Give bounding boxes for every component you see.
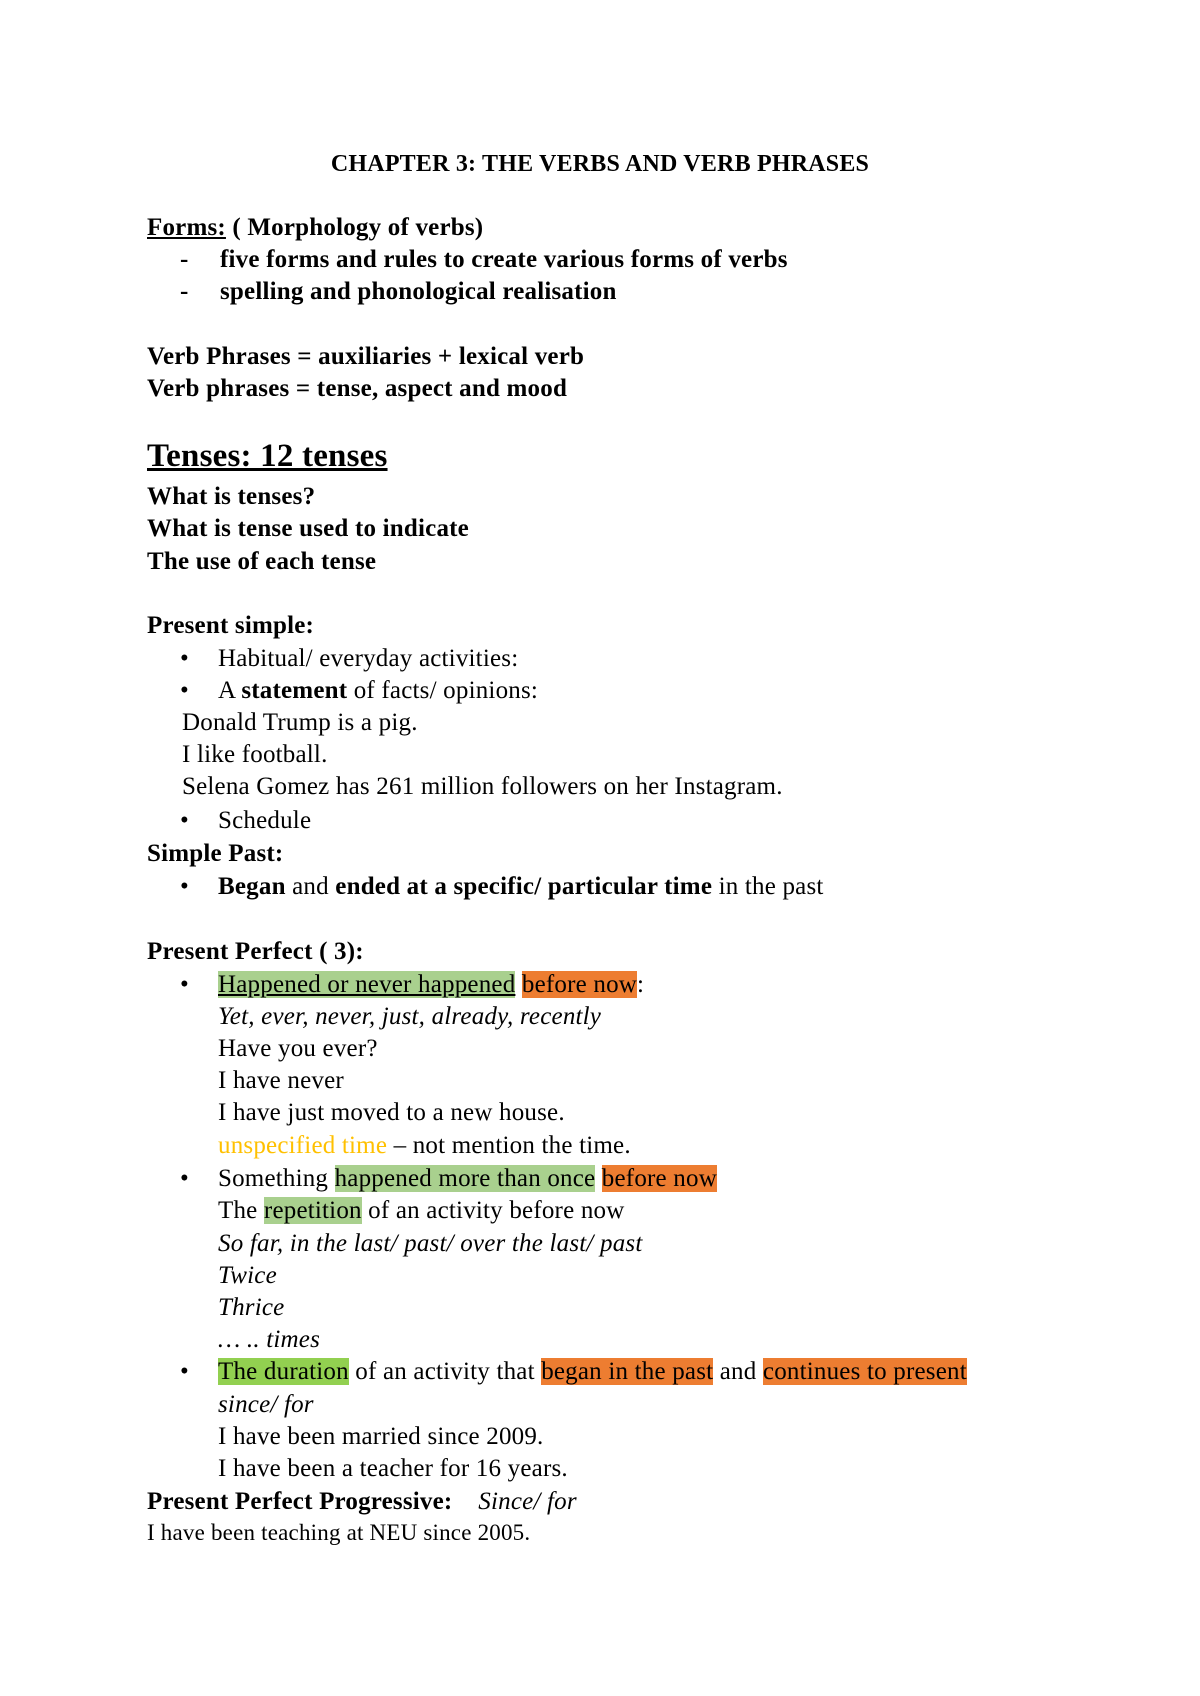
repetition-line [218,1195,624,1227]
ppp-heading: Present Perfect Progressive: [147,1488,453,1515]
text-span: of an activity before now [361,1197,625,1224]
verb-phrases-1: Verb Phrases = auxiliaries + lexical verb [147,343,585,370]
example-line: I have been married since 2009. [218,1423,544,1450]
verb-phrases-2: Verb phrases = tense, aspect and mood [147,375,568,402]
example-line: Have you ever? [218,1035,378,1062]
text-span: of facts/ opinions: [347,677,539,704]
example-line: I have just moved to a new house. [218,1099,565,1126]
sincefor-line: since/ for [218,1391,314,1418]
present-simple-bullet-1: Habitual/ everyday activities: [218,645,519,672]
green-highlight: The duration [218,1358,349,1385]
unspecified-line [218,1130,631,1162]
green-highlight: happened more than once [334,1165,596,1192]
dash-marker: - [180,246,189,273]
adverbs-line-2: So far, in the last/ past/ over the last/ past [218,1230,643,1257]
bold-span: statement [241,677,348,704]
example-line: I have never [218,1067,344,1094]
example-line: Selena Gomez has 261 million followers on her Instagram. [182,773,783,800]
bullet-marker: • [180,645,189,672]
orange-highlight: began in the past [541,1358,714,1385]
text-span: and [713,1358,763,1385]
forms-item-text: spelling and phonological realisation [220,278,617,305]
text-span: Something [218,1165,335,1192]
text-span: and [285,873,336,900]
green-highlight: repetition [263,1197,362,1224]
present-perfect-heading: Present Perfect ( 3): [147,938,364,965]
text-span: in the past [712,873,824,900]
present-perfect-bullet-2 [218,1163,717,1195]
example-line: Donald Trump is a pig. [182,709,418,736]
unspecified-text: unspecified time [218,1132,388,1159]
present-simple-heading: Present simple: [147,612,315,639]
present-perfect-bullet-1 [218,969,644,1001]
ppp-adverb: Since/ for [478,1488,577,1515]
orange-highlight: before now [521,971,638,998]
forms-item-text: five forms and rules to create various forms of verbs [220,246,788,273]
bold-span: Began [218,873,286,900]
bullet-marker: • [180,807,189,834]
adverbs-line: Yet, ever, never, just, already, recently [218,1003,602,1030]
simple-past-bullet-1 [218,871,824,903]
text-span: : [637,971,645,998]
tenses-heading: Tenses: 12 tenses [147,438,388,474]
present-simple-bullet-2 [218,675,538,707]
bullet-marker: • [180,971,189,998]
example-line: I like football. [182,741,328,768]
text-span: – not mention the time. [387,1132,631,1159]
green-highlight: Happened or never happened [218,971,516,998]
dash-marker: - [180,278,189,305]
forms-label: Forms: [147,214,226,241]
forms-item-1 [180,244,788,276]
bullet-marker: • [180,1358,189,1385]
bold-span: ended at a specific/ particular time [335,873,713,900]
text-span: A [218,677,242,704]
present-simple-bullet-3: Schedule [218,807,312,834]
tenses-question-1: What is tenses? [147,483,316,510]
bullet-marker: • [180,677,189,704]
present-perfect-bullet-3 [218,1356,967,1388]
simple-past-heading: Simple Past: [147,840,284,867]
forms-rest: ( Morphology of verbs) [225,214,484,241]
bullet-marker: • [180,1165,189,1192]
forms-item-2 [180,276,617,308]
example-line: I have been a teacher for 16 years. [218,1455,568,1482]
text-span: of an activity that [348,1358,542,1385]
ppp-example: I have been teaching at NEU since 2005. [147,1520,531,1545]
tenses-question-2: What is tense used to indicate [147,515,469,542]
ppp-line [147,1486,577,1518]
tenses-question-3: The use of each tense [147,548,377,575]
orange-highlight: continues to present [762,1358,967,1385]
thrice-line: Thrice [218,1294,285,1321]
twice-line: Twice [218,1262,277,1289]
chapter-title: CHAPTER 3: THE VERBS AND VERB PHRASES [330,151,870,177]
text-span: The [218,1197,264,1224]
bullet-marker: • [180,873,189,900]
orange-highlight: before now [601,1165,717,1192]
forms-line [147,212,483,244]
times-line: … .. times [218,1326,320,1353]
